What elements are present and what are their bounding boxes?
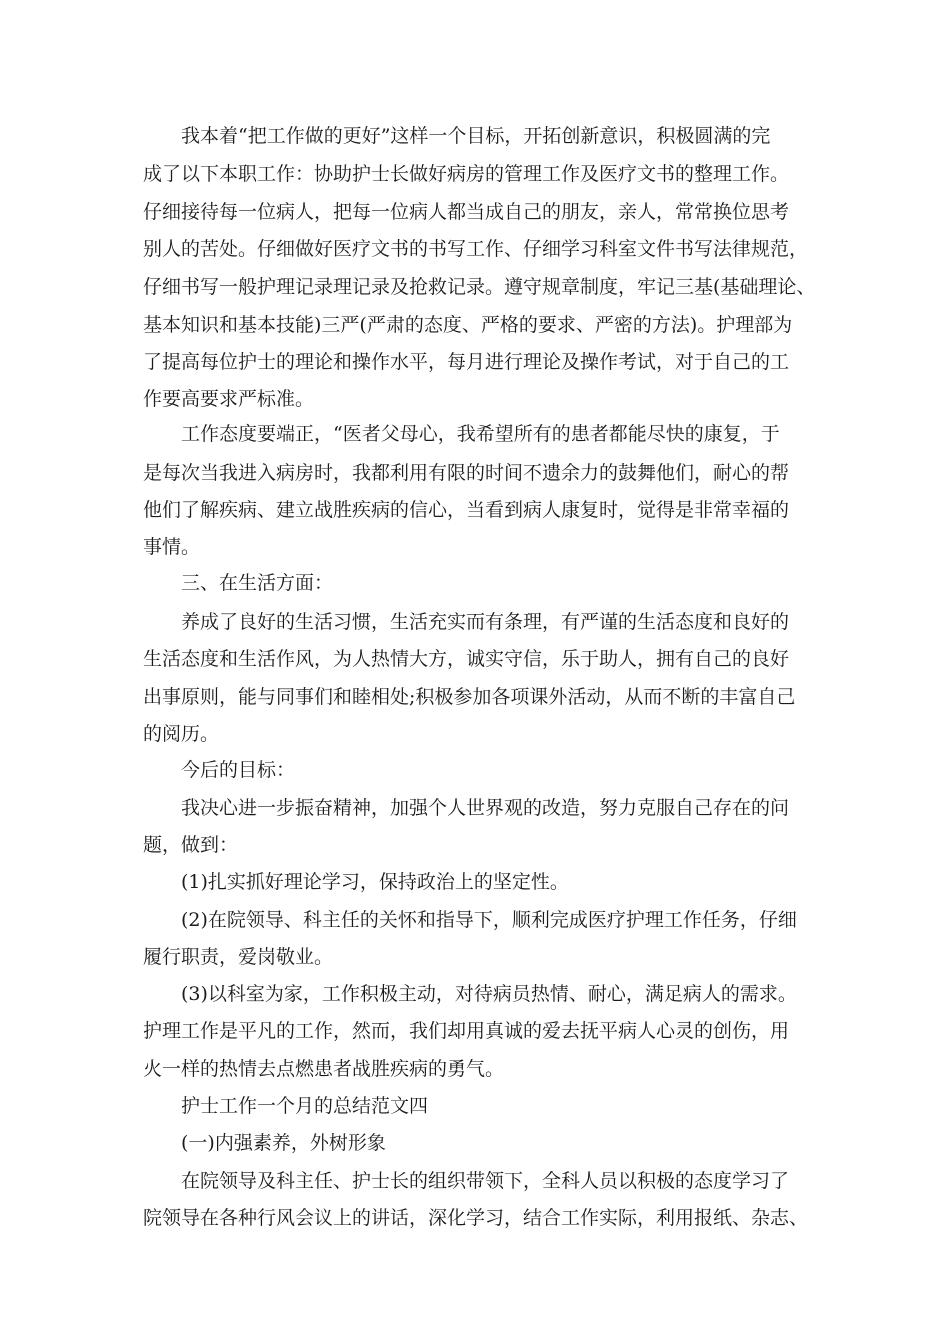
- section-heading: 三、在生活方面：: [181, 572, 334, 594]
- text-line: 生活态度和生活作风，为人热情大方，诚实守信，乐于助人，拥有自己的良好: [143, 648, 790, 670]
- text-line: 仔细书写一般护理记录理记录及抢救记录。遵守规章制度，牢记三基(基础理论、: [143, 276, 816, 298]
- text-line: 我本着“把工作做的更好”这样一个目标，开拓创新意识，积极圆满的完: [181, 125, 771, 147]
- text-line: 别人的苦处。仔细做好医疗文书的书写工作、仔细学习科室文件书写法律规范，: [143, 238, 809, 260]
- text-line: 我决心进一步振奋精神，加强个人世界观的改造，努力克服自己存在的问: [181, 797, 790, 819]
- text-line: 的阅历。: [143, 723, 220, 745]
- list-item: (2)在院领导、科主任的关怀和指导下，顺利完成医疗护理工作任务，仔细: [181, 909, 797, 931]
- section-heading: 护士工作一个月的总结范文四: [181, 1095, 429, 1117]
- list-item: (1)扎实抓好理论学习，保持政治上的坚定性。: [181, 871, 569, 893]
- text-line: 成了以下本职工作：协助护士长做好病房的管理工作及医疗文书的整理工作。: [143, 163, 790, 185]
- text-line: 是每次当我进入病房时，我都利用有限的时间不遗余力的鼓舞他们，耐心的帮: [143, 462, 790, 484]
- text-line: 工作态度要端正，“医者父母心，我希望所有的患者都能尽快的康复，于: [181, 423, 780, 445]
- section-heading: (一)内强素养，外树形象: [181, 1132, 386, 1154]
- text-line: 事情。: [143, 536, 201, 558]
- text-line: 仔细接待每一位病人，把每一位病人都当成自己的朋友，亲人，常常换位思考: [143, 201, 790, 223]
- text-line: 护理工作是平凡的工作，然而，我们却用真诚的爱去抚平病人心灵的创伤，用: [143, 1020, 790, 1042]
- text-line: 题，做到：: [143, 834, 239, 856]
- text-line: 院领导在各种行风会议上的讲话，深化学习，结合工作实际，利用报纸、杂志、: [143, 1207, 809, 1229]
- text-line: 火一样的热情去点燃患者战胜疾病的勇气。: [143, 1058, 505, 1080]
- text-line: 作要高要求严标准。: [143, 388, 315, 410]
- text-line: 养成了良好的生活习惯，生活充实而有条理，有严谨的生活态度和良好的: [181, 611, 790, 633]
- text-line: 了提高每位护士的理论和操作水平，每月进行理论及操作考试，对于自己的工: [143, 351, 790, 373]
- text-line: 履行职责，爱岗敬业。: [143, 946, 334, 968]
- list-item: (3)以科室为家，工作积极主动，对待病员热情、耐心，满足病人的需求。: [181, 983, 797, 1005]
- section-heading: 今后的目标：: [181, 759, 296, 781]
- text-line: 基本知识和基本技能)三严(严肃的态度、严格的要求、严密的方法)。护理部为: [143, 314, 793, 336]
- text-line: 他们了解疾病、建立战胜疾病的信心，当看到病人康复时，觉得是非常幸福的: [143, 499, 790, 521]
- text-line: 出事原则，能与同事们和睦相处;积极参加各项课外活动，从而不断的丰富自己: [143, 686, 796, 708]
- text-line: 在院领导及科主任、护士长的组织带领下，全科人员以积极的态度学习了: [181, 1170, 790, 1192]
